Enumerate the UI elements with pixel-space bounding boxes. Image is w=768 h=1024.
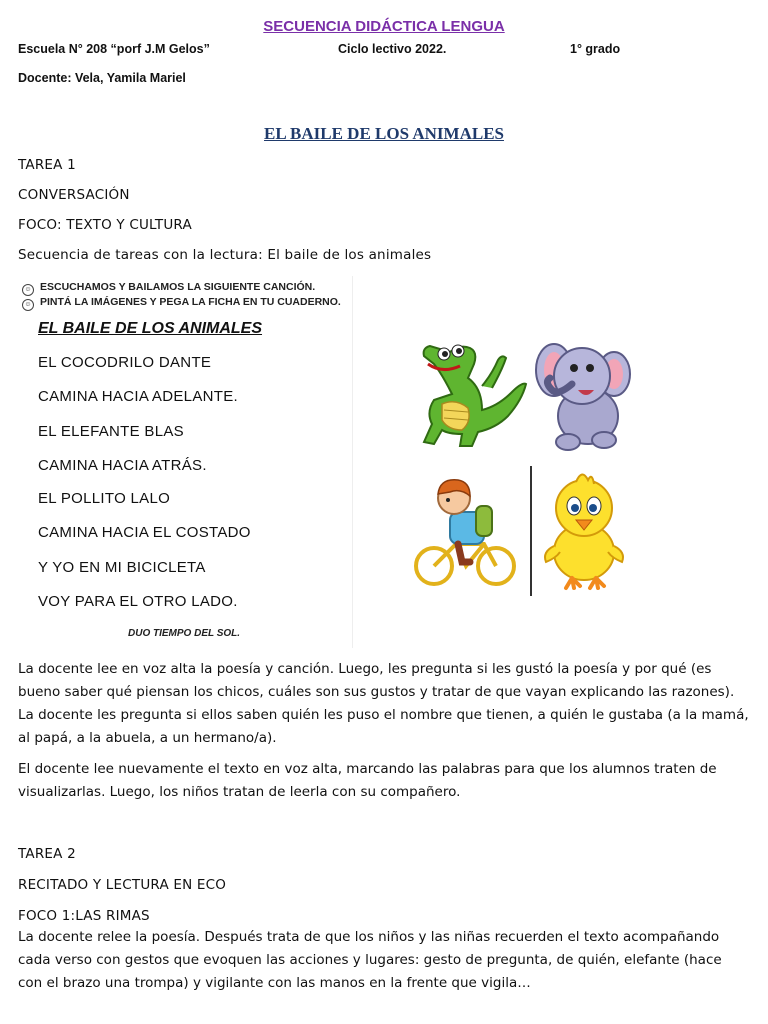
task1-label: TAREA 1: [18, 157, 76, 173]
teacher-name: Docente: Vela, Yamila Mariel: [18, 71, 186, 85]
body-paragraph: El docente lee nuevamente el texto en voz alta, marcando las palabras para que los alumnos traten de visualizarlas. Luego, los niños tratan de leerla con su compañero.: [18, 761, 717, 800]
song-worksheet: [18, 276, 353, 648]
instruction-line: ☺ PINTÁ LA IMÁGENES Y PEGA LA FICHA EN TU CUADERNO.: [22, 296, 341, 311]
school-year: Ciclo lectivo 2022.: [338, 42, 447, 56]
song-verse: EL ELEFANTE BLAS: [38, 423, 184, 440]
elephant-illustration: [528, 330, 632, 458]
song-title: EL BAILE DE LOS ANIMALES: [38, 320, 263, 337]
task2-label: TAREA 2: [18, 846, 76, 862]
smiley-icon: ☺: [22, 299, 34, 311]
song-verse: VOY PARA EL OTRO LADO.: [38, 593, 238, 610]
boy-on-bicycle-illustration: [410, 474, 520, 592]
task1-type: CONVERSACIÓN: [18, 187, 130, 203]
song-verse: CAMINA HACIA ADELANTE.: [38, 388, 238, 405]
smiley-icon: ☺: [22, 284, 34, 296]
task1-focus: FOCO: TEXTO Y CULTURA: [18, 217, 192, 233]
song-verse: Y YO EN MI BICICLETA: [38, 559, 206, 576]
document-title: EL BAILE DE LOS ANIMALES: [264, 124, 504, 143]
song-verse: CAMINA HACIA ATRÁS.: [38, 457, 207, 474]
task2-focus: FOCO 1:LAS RIMAS: [18, 908, 150, 924]
task2-paragraph: La docente relee la poesía. Después trata de que los niños y las niñas recuerden el texto acompañando cada verso con gestos que evoquen las acciones y lugares: gesto de pregunta, de quién, elefante (hace con el brazo una trompa) y vigilante con las manos en la frente que vigila…: [18, 929, 722, 991]
song-verse: CAMINA HACIA EL COSTADO: [38, 524, 251, 541]
chick-illustration: [530, 466, 636, 596]
document-header-title: SECUENCIA DIDÁCTICA LENGUA: [263, 18, 505, 35]
instruction-line: ☺ ESCUCHAMOS Y BAILAMOS LA SIGUIENTE CANCIÓN.: [22, 281, 315, 296]
school-name: Escuela N° 208 “porf J.M Gelos”: [18, 42, 210, 56]
grade-label: 1° grado: [570, 42, 621, 56]
song-credit: DUO TIEMPO DEL SOL.: [128, 628, 241, 639]
body-paragraph: La docente lee en voz alta la poesía y canción. Luego, les pregunta si les gustó la poesía y por qué (es bueno saber qué piensan los chicos, cuáles son sus gustos y tratar de que vayan explicando las razones). La docente les pregunta si ellos saben quién les puso el nombre que tienen, a quién le gustaba (a la mamá, al papá, a la abuela, a un hermano/a).: [18, 661, 749, 746]
task1-intro: Secuencia de tareas con la lectura: El baile de los animales: [18, 247, 432, 263]
song-verse: EL POLLITO LALO: [38, 490, 171, 507]
task2-type: RECITADO Y LECTURA EN ECO: [18, 877, 227, 893]
crocodile-illustration: [412, 334, 528, 458]
song-verse: EL COCODRILO DANTE: [38, 354, 212, 371]
